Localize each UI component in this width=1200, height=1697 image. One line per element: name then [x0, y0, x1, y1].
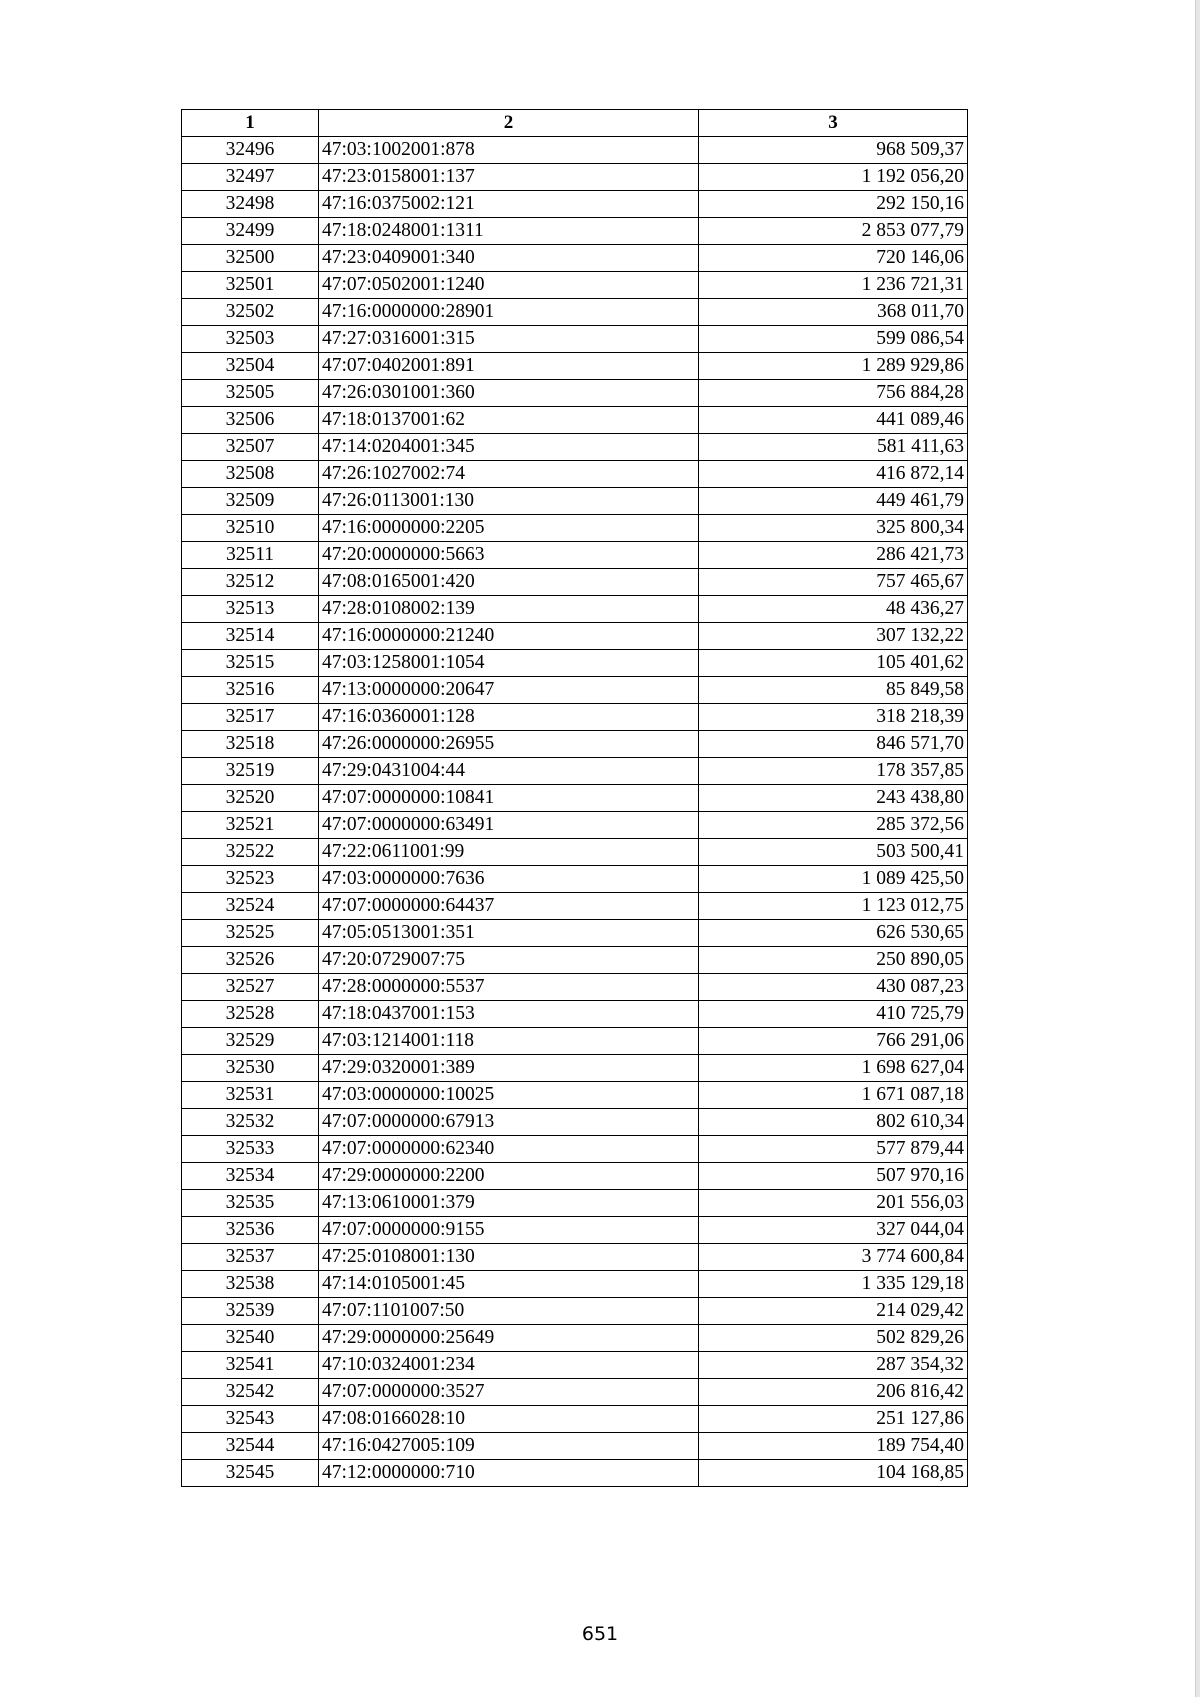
row-number-cell: 32504 [182, 353, 319, 380]
row-number-cell: 32539 [182, 1298, 319, 1325]
amount-cell: 846 571,70 [699, 731, 968, 758]
row-number-cell: 32515 [182, 650, 319, 677]
cadastral-number-cell: 47:16:0000000:2205 [319, 515, 699, 542]
table-row [182, 569, 968, 596]
row-number-cell: 32528 [182, 1001, 319, 1028]
table-row [182, 704, 968, 731]
table-row [182, 542, 968, 569]
cadastral-number-cell: 47:07:0000000:62340 [319, 1136, 699, 1163]
table-row [182, 947, 968, 974]
table-row [182, 893, 968, 920]
cadastral-number-cell: 47:07:0000000:10841 [319, 785, 699, 812]
amount-cell: 599 086,54 [699, 326, 968, 353]
cadastral-number-cell: 47:03:1258001:1054 [319, 650, 699, 677]
row-number-cell: 32532 [182, 1109, 319, 1136]
amount-cell: 214 029,42 [699, 1298, 968, 1325]
amount-cell: 968 509,37 [699, 137, 968, 164]
amount-cell: 286 421,73 [699, 542, 968, 569]
cadastral-number-cell: 47:07:0000000:63491 [319, 812, 699, 839]
table-row [182, 1244, 968, 1271]
amount-cell: 1 236 721,31 [699, 272, 968, 299]
table-row [182, 623, 968, 650]
amount-cell: 1 192 056,20 [699, 164, 968, 191]
table-row [182, 434, 968, 461]
amount-cell: 449 461,79 [699, 488, 968, 515]
row-number-cell: 32526 [182, 947, 319, 974]
table-row [182, 1298, 968, 1325]
amount-cell: 327 044,04 [699, 1217, 968, 1244]
table-row [182, 596, 968, 623]
row-number-cell: 32512 [182, 569, 319, 596]
cadastral-number-cell: 47:07:0000000:64437 [319, 893, 699, 920]
table-row [182, 515, 968, 542]
row-number-cell: 32545 [182, 1460, 319, 1487]
table-row [182, 326, 968, 353]
table-row [182, 920, 968, 947]
table-row [182, 1460, 968, 1487]
row-number-cell: 32510 [182, 515, 319, 542]
amount-cell: 766 291,06 [699, 1028, 968, 1055]
table-row [182, 353, 968, 380]
amount-cell: 318 218,39 [699, 704, 968, 731]
amount-cell: 368 011,70 [699, 299, 968, 326]
amount-cell: 1 698 627,04 [699, 1055, 968, 1082]
cadastral-number-cell: 47:13:0000000:20647 [319, 677, 699, 704]
amount-cell: 1 089 425,50 [699, 866, 968, 893]
cadastral-number-cell: 47:07:0000000:9155 [319, 1217, 699, 1244]
row-number-cell: 32501 [182, 272, 319, 299]
cadastral-number-cell: 47:07:0000000:3527 [319, 1379, 699, 1406]
registry-table [181, 109, 968, 1487]
row-number-cell: 32529 [182, 1028, 319, 1055]
amount-cell: 105 401,62 [699, 650, 968, 677]
amount-cell: 178 357,85 [699, 758, 968, 785]
table-row [182, 1055, 968, 1082]
cadastral-number-cell: 47:26:0113001:130 [319, 488, 699, 515]
cadastral-number-cell: 47:03:1002001:878 [319, 137, 699, 164]
amount-cell: 307 132,22 [699, 623, 968, 650]
page-number: 651 [581, 1623, 619, 1645]
cadastral-number-cell: 47:29:0000000:25649 [319, 1325, 699, 1352]
row-number-cell: 32516 [182, 677, 319, 704]
cadastral-number-cell: 47:05:0513001:351 [319, 920, 699, 947]
row-number-cell: 32533 [182, 1136, 319, 1163]
row-number-cell: 32506 [182, 407, 319, 434]
amount-cell: 577 879,44 [699, 1136, 968, 1163]
column-header-3: 3 [699, 110, 968, 137]
row-number-cell: 32525 [182, 920, 319, 947]
table-row [182, 1136, 968, 1163]
cadastral-number-cell: 47:16:0000000:21240 [319, 623, 699, 650]
cadastral-number-cell: 47:29:0320001:389 [319, 1055, 699, 1082]
cadastral-number-cell: 47:03:0000000:10025 [319, 1082, 699, 1109]
table-row [182, 1082, 968, 1109]
table-row [182, 218, 968, 245]
cadastral-number-cell: 47:16:0000000:28901 [319, 299, 699, 326]
row-number-cell: 32496 [182, 137, 319, 164]
table-row [182, 650, 968, 677]
amount-cell: 1 335 129,18 [699, 1271, 968, 1298]
row-number-cell: 32523 [182, 866, 319, 893]
row-number-cell: 32513 [182, 596, 319, 623]
row-number-cell: 32511 [182, 542, 319, 569]
table-row [182, 164, 968, 191]
row-number-cell: 32543 [182, 1406, 319, 1433]
amount-cell: 503 500,41 [699, 839, 968, 866]
row-number-cell: 32509 [182, 488, 319, 515]
table-row [182, 677, 968, 704]
table-row [182, 1217, 968, 1244]
cadastral-number-cell: 47:07:0502001:1240 [319, 272, 699, 299]
table-row [182, 1163, 968, 1190]
table-row [182, 731, 968, 758]
row-number-cell: 32514 [182, 623, 319, 650]
table-row [182, 137, 968, 164]
row-number-cell: 32530 [182, 1055, 319, 1082]
row-number-cell: 32507 [182, 434, 319, 461]
amount-cell: 201 556,03 [699, 1190, 968, 1217]
row-number-cell: 32537 [182, 1244, 319, 1271]
cadastral-number-cell: 47:16:0360001:128 [319, 704, 699, 731]
row-number-cell: 32508 [182, 461, 319, 488]
row-number-cell: 32534 [182, 1163, 319, 1190]
row-number-cell: 32503 [182, 326, 319, 353]
table-row [182, 299, 968, 326]
cadastral-number-cell: 47:22:0611001:99 [319, 839, 699, 866]
table-row [182, 461, 968, 488]
row-number-cell: 32542 [182, 1379, 319, 1406]
row-number-cell: 32502 [182, 299, 319, 326]
cadastral-number-cell: 47:26:0000000:26955 [319, 731, 699, 758]
cadastral-number-cell: 47:13:0610001:379 [319, 1190, 699, 1217]
row-number-cell: 32522 [182, 839, 319, 866]
row-number-cell: 32505 [182, 380, 319, 407]
cadastral-number-cell: 47:20:0000000:5663 [319, 542, 699, 569]
amount-cell: 251 127,86 [699, 1406, 968, 1433]
row-number-cell: 32520 [182, 785, 319, 812]
amount-cell: 206 816,42 [699, 1379, 968, 1406]
amount-cell: 410 725,79 [699, 1001, 968, 1028]
table-row [182, 1325, 968, 1352]
amount-cell: 430 087,23 [699, 974, 968, 1001]
cadastral-number-cell: 47:18:0248001:1311 [319, 218, 699, 245]
cadastral-number-cell: 47:28:0000000:5537 [319, 974, 699, 1001]
cadastral-number-cell: 47:25:0108001:130 [319, 1244, 699, 1271]
row-number-cell: 32540 [182, 1325, 319, 1352]
cadastral-number-cell: 47:16:0427005:109 [319, 1433, 699, 1460]
amount-cell: 3 774 600,84 [699, 1244, 968, 1271]
table-body [182, 137, 968, 1487]
cadastral-number-cell: 47:03:1214001:118 [319, 1028, 699, 1055]
cadastral-number-cell: 47:26:0301001:360 [319, 380, 699, 407]
cadastral-number-cell: 47:18:0137001:62 [319, 407, 699, 434]
cadastral-number-cell: 47:07:0402001:891 [319, 353, 699, 380]
amount-cell: 757 465,67 [699, 569, 968, 596]
amount-cell: 720 146,06 [699, 245, 968, 272]
cadastral-number-cell: 47:20:0729007:75 [319, 947, 699, 974]
amount-cell: 626 530,65 [699, 920, 968, 947]
cadastral-number-cell: 47:07:0000000:67913 [319, 1109, 699, 1136]
table-row [182, 1001, 968, 1028]
row-number-cell: 32524 [182, 893, 319, 920]
table-row [182, 1028, 968, 1055]
cadastral-number-cell: 47:10:0324001:234 [319, 1352, 699, 1379]
table-row [182, 1379, 968, 1406]
cadastral-number-cell: 47:14:0204001:345 [319, 434, 699, 461]
header-row [182, 110, 968, 137]
column-header-2: 2 [319, 110, 699, 137]
row-number-cell: 32500 [182, 245, 319, 272]
row-number-cell: 32498 [182, 191, 319, 218]
amount-cell: 48 436,27 [699, 596, 968, 623]
table-row [182, 488, 968, 515]
cadastral-number-cell: 47:14:0105001:45 [319, 1271, 699, 1298]
amount-cell: 85 849,58 [699, 677, 968, 704]
row-number-cell: 32497 [182, 164, 319, 191]
table-row [182, 1406, 968, 1433]
page-edge [1195, 0, 1200, 1697]
amount-cell: 507 970,16 [699, 1163, 968, 1190]
amount-cell: 802 610,34 [699, 1109, 968, 1136]
table-row [182, 812, 968, 839]
cadastral-number-cell: 47:23:0158001:137 [319, 164, 699, 191]
row-number-cell: 32518 [182, 731, 319, 758]
amount-cell: 416 872,14 [699, 461, 968, 488]
cadastral-number-cell: 47:23:0409001:340 [319, 245, 699, 272]
amount-cell: 287 354,32 [699, 1352, 968, 1379]
column-header-1: 1 [182, 110, 319, 137]
table-row [182, 1109, 968, 1136]
table-row [182, 785, 968, 812]
table-row [182, 1433, 968, 1460]
table-row [182, 974, 968, 1001]
cadastral-number-cell: 47:08:0166028:10 [319, 1406, 699, 1433]
cadastral-number-cell: 47:28:0108002:139 [319, 596, 699, 623]
table-row [182, 245, 968, 272]
table-row [182, 866, 968, 893]
table-row [182, 1271, 968, 1298]
table-row [182, 380, 968, 407]
cadastral-number-cell: 47:03:0000000:7636 [319, 866, 699, 893]
table-row [182, 758, 968, 785]
cadastral-number-cell: 47:16:0375002:121 [319, 191, 699, 218]
amount-cell: 502 829,26 [699, 1325, 968, 1352]
row-number-cell: 32521 [182, 812, 319, 839]
amount-cell: 104 168,85 [699, 1460, 968, 1487]
amount-cell: 1 289 929,86 [699, 353, 968, 380]
amount-cell: 292 150,16 [699, 191, 968, 218]
table-header [182, 110, 968, 137]
table-row [182, 272, 968, 299]
cadastral-number-cell: 47:29:0431004:44 [319, 758, 699, 785]
amount-cell: 581 411,63 [699, 434, 968, 461]
row-number-cell: 32519 [182, 758, 319, 785]
table-row [182, 407, 968, 434]
amount-cell: 1 671 087,18 [699, 1082, 968, 1109]
row-number-cell: 32536 [182, 1217, 319, 1244]
row-number-cell: 32499 [182, 218, 319, 245]
row-number-cell: 32538 [182, 1271, 319, 1298]
cadastral-number-cell: 47:18:0437001:153 [319, 1001, 699, 1028]
cadastral-number-cell: 47:29:0000000:2200 [319, 1163, 699, 1190]
table-row [182, 1190, 968, 1217]
cadastral-number-cell: 47:12:0000000:710 [319, 1460, 699, 1487]
amount-cell: 441 089,46 [699, 407, 968, 434]
table-row [182, 1352, 968, 1379]
row-number-cell: 32517 [182, 704, 319, 731]
row-number-cell: 32527 [182, 974, 319, 1001]
cadastral-number-cell: 47:07:1101007:50 [319, 1298, 699, 1325]
table-row [182, 839, 968, 866]
cadastral-number-cell: 47:26:1027002:74 [319, 461, 699, 488]
amount-cell: 285 372,56 [699, 812, 968, 839]
row-number-cell: 32541 [182, 1352, 319, 1379]
cadastral-number-cell: 47:08:0165001:420 [319, 569, 699, 596]
amount-cell: 2 853 077,79 [699, 218, 968, 245]
amount-cell: 189 754,40 [699, 1433, 968, 1460]
table-row [182, 191, 968, 218]
amount-cell: 1 123 012,75 [699, 893, 968, 920]
amount-cell: 243 438,80 [699, 785, 968, 812]
cadastral-number-cell: 47:27:0316001:315 [319, 326, 699, 353]
amount-cell: 325 800,34 [699, 515, 968, 542]
amount-cell: 250 890,05 [699, 947, 968, 974]
row-number-cell: 32544 [182, 1433, 319, 1460]
row-number-cell: 32535 [182, 1190, 319, 1217]
amount-cell: 756 884,28 [699, 380, 968, 407]
row-number-cell: 32531 [182, 1082, 319, 1109]
